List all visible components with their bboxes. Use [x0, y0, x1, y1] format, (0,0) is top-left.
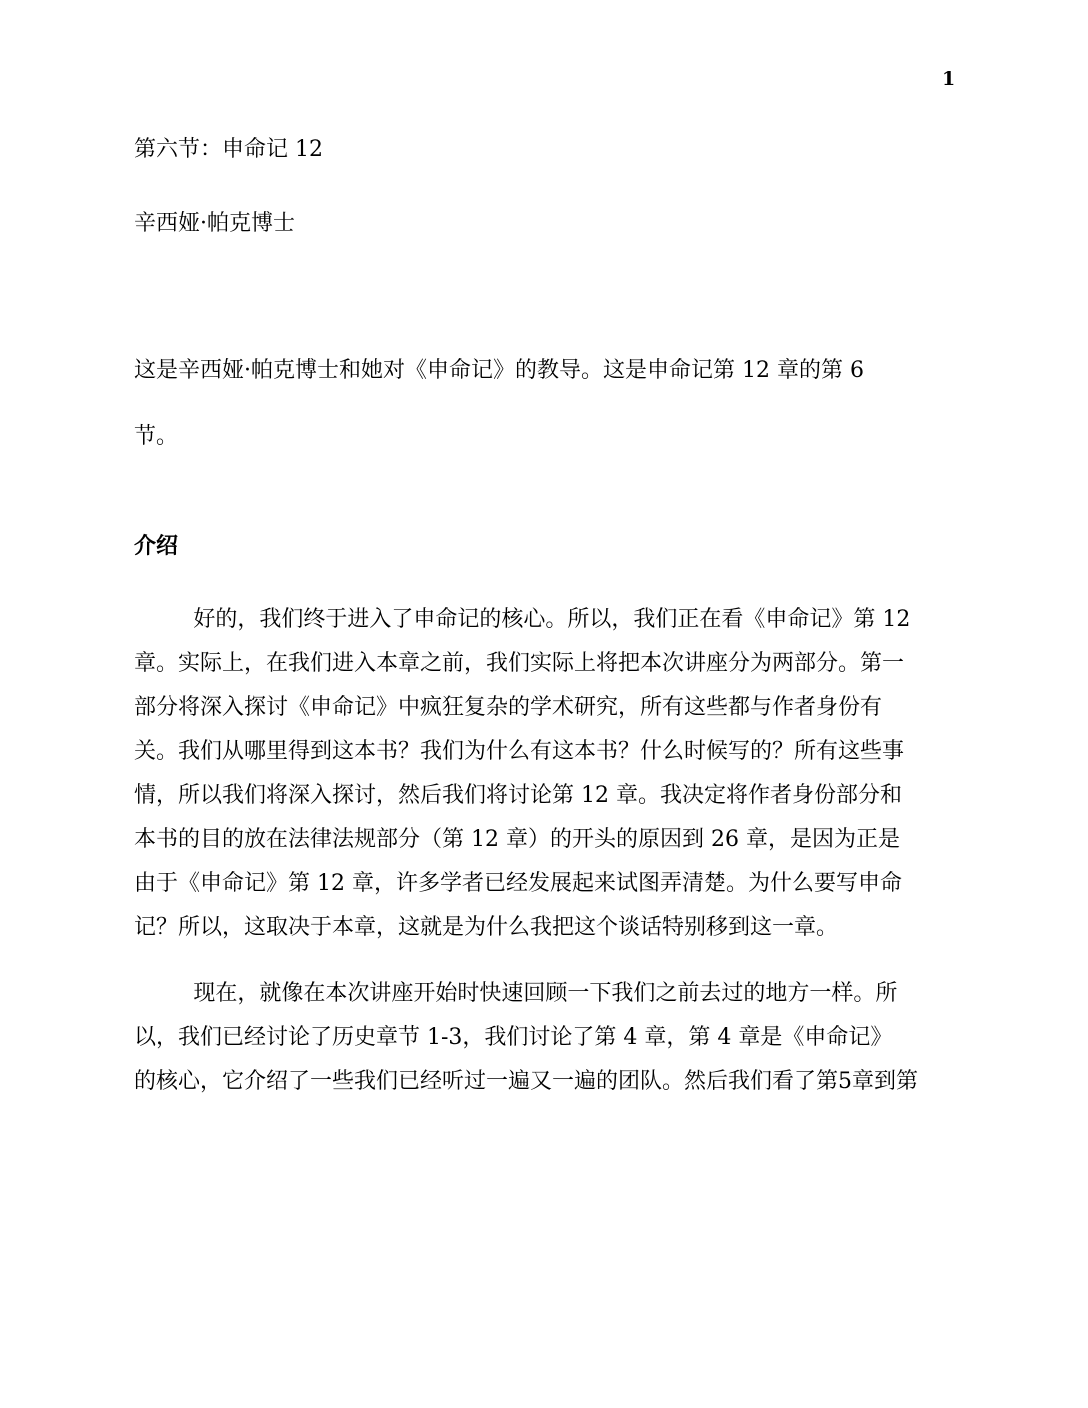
paragraph-line: 好的，我们终于进入了申命记的核心。所以，我们正在看《申命记》第 12 [193, 607, 911, 632]
document-title: 第六节：申命记 12 [134, 137, 323, 162]
intro-line: 节。 [134, 424, 179, 449]
paragraph-line: 由于《申命记》第 12 章，许多学者已经发展起来试图弄清楚。为什么要写申命 [134, 871, 902, 896]
paragraph-line: 部分将深入探讨《申命记》中疯狂复杂的学术研究，所有这些都与作者身份有 [134, 695, 883, 720]
paragraph-line: 章。实际上，在我们进入本章之前，我们实际上将把本次讲座分为两部分。第一 [134, 651, 905, 676]
body-text [134, 598, 954, 1126]
author-name: 辛西娅·帕克博士 [134, 211, 295, 236]
paragraph [134, 972, 954, 1104]
paragraph-line: 关。我们从哪里得到这本书？我们为什么有这本书？什么时候写的？所有这些事 [134, 739, 905, 764]
paragraph-line: 现在，就像在本次讲座开始时快速回顾一下我们之前去过的地方一样。所 [193, 981, 898, 1006]
page-number: 1 [942, 68, 956, 90]
paragraph [134, 598, 954, 950]
intro-line: 这是辛西娅·帕克博士和她对《申命记》的教导。这是申命记第 12 章的第 6 [134, 358, 864, 383]
paragraph-line: 记？所以，这取决于本章，这就是为什么我把这个谈话特别移到这一章。 [134, 915, 839, 940]
intro-statement [134, 338, 954, 470]
section-heading: 介绍 [134, 533, 179, 559]
paragraph-line: 情，所以我们将深入探讨，然后我们将讨论第 12 章。我决定将作者身份部分和 [134, 783, 902, 808]
paragraph-line: 本书的目的放在法律法规部分（第 12 章）的开头的原因到 26 章，是因为正是 [134, 827, 900, 852]
paragraph-line: 的核心，它介绍了一些我们已经听过一遍又一遍的团队。然后我们看了第5章到第 [134, 1069, 918, 1094]
paragraph-line: 以，我们已经讨论了历史章节 1-3，我们讨论了第 4 章，第 4 章是《申命记》 [134, 1025, 893, 1050]
